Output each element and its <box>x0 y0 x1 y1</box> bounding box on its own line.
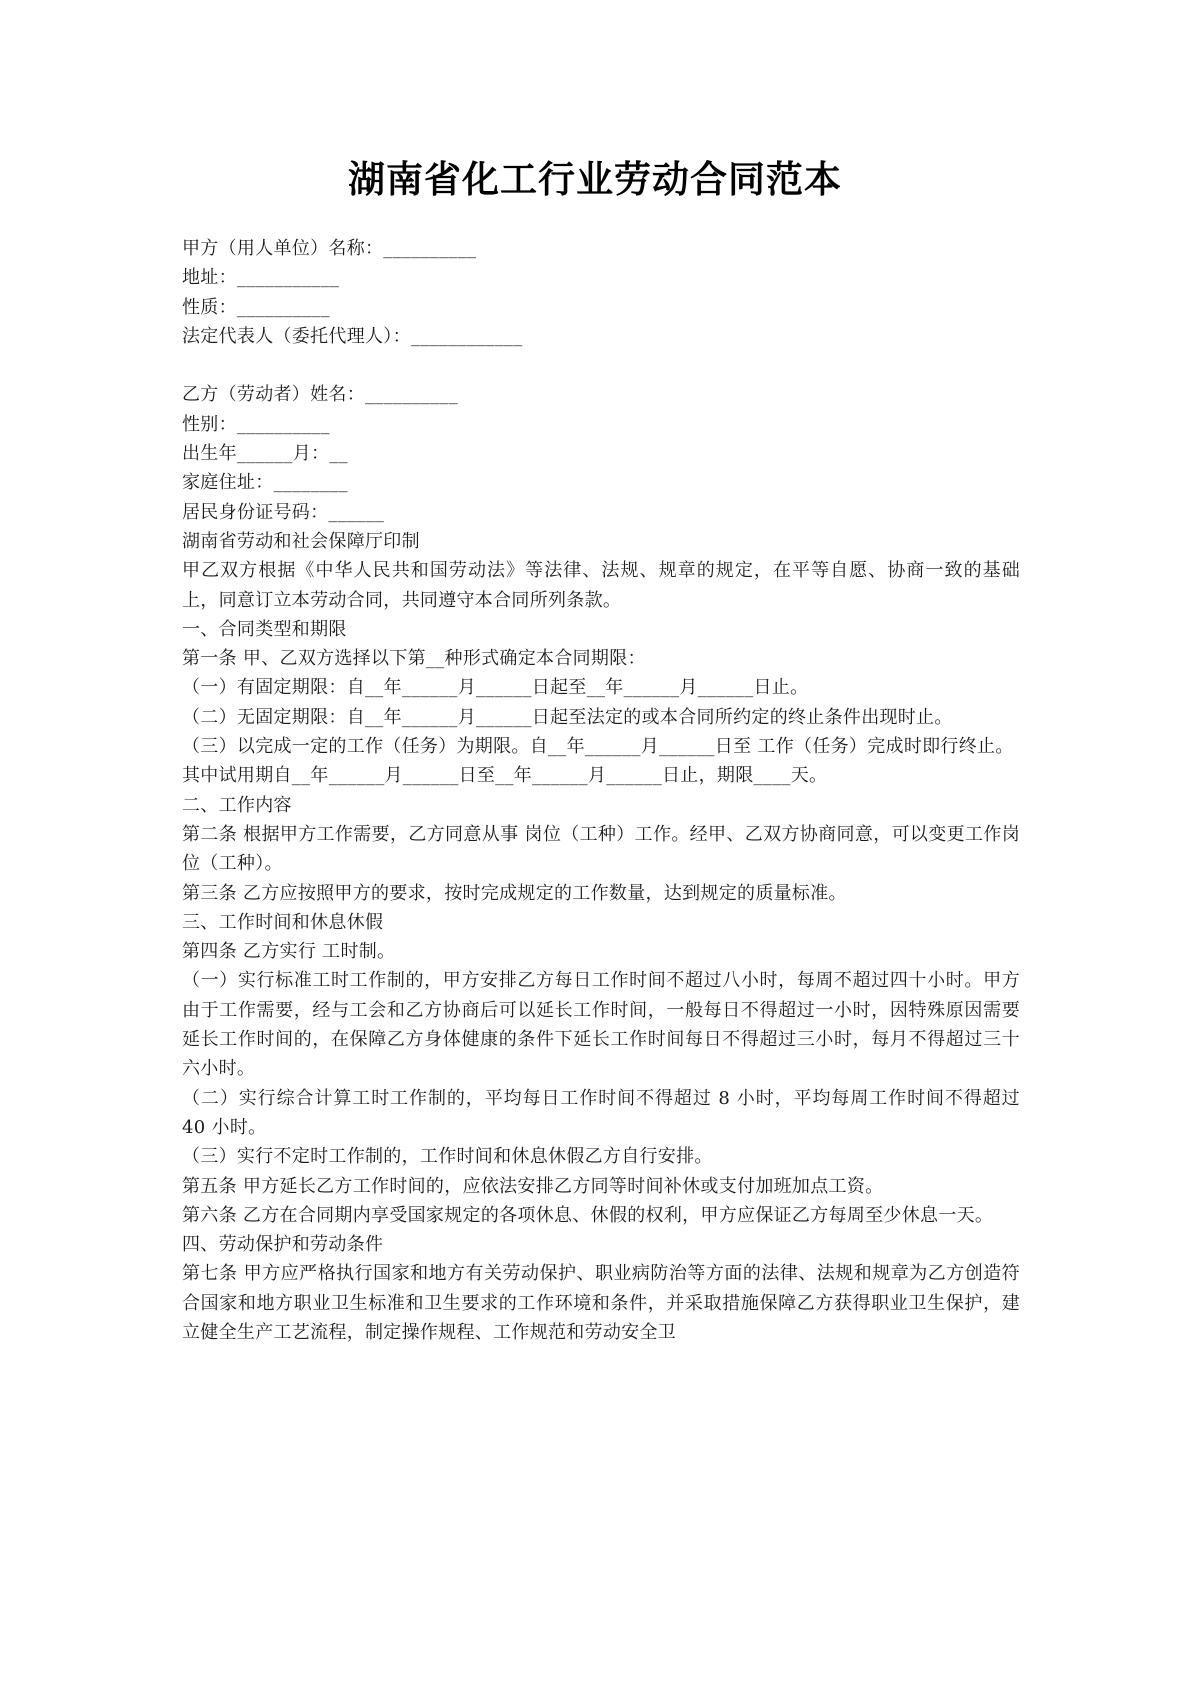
document-title: 湖南省化工行业劳动合同范本 <box>348 158 842 201</box>
clause: 第六条 乙方在合同期内享受国家规定的各项休息、休假的权利，甲方应保证乙方每周至少休息一天。 <box>182 1204 994 1226</box>
clause: 第一条 甲、乙双方选择以下第__种形式确定本合同期限： <box>182 648 646 670</box>
clause: 第三条 乙方应按照甲方的要求，按时完成规定的工作数量，达到规定的质量标准。 <box>182 882 847 904</box>
party-b-name-line: 乙方（劳动者）姓名：__________ <box>182 384 458 406</box>
clause: 其中试用期自__年______月______日至__年______月______日止，期限____天。 <box>182 765 828 787</box>
clause: （二）实行综合计算工时工作制的，平均每日工作时间不得超过 8 小时，平均每周工作时间不得超过 40 小时。 <box>182 1087 1020 1138</box>
party-b-gender-line: 性别：__________ <box>182 413 330 435</box>
section-heading: 二、工作内容 <box>182 794 292 816</box>
section-heading: 四、劳动保护和劳动条件 <box>182 1234 384 1256</box>
issuer-line: 湖南省劳动和社会保障厅印制 <box>182 530 420 552</box>
section-heading: 三、工作时间和休息休假 <box>182 911 384 933</box>
party-b-home-address-line: 家庭住址：________ <box>182 472 348 494</box>
clause: （三）实行不定时工作制的，工作时间和休息休假乙方自行安排。 <box>182 1146 713 1168</box>
party-a-name-line: 甲方（用人单位）名称：__________ <box>182 238 477 259</box>
clause: （一）有固定期限：自__年______月______日起至__年______月______日止。 <box>182 677 809 699</box>
clause: 第二条 根据甲方工作需要，乙方同意从事 岗位（工种）工作。经甲、乙双方协商同意，可以变更工作岗位（工种）。 <box>182 823 1020 875</box>
section-heading: 一、合同类型和期限 <box>182 618 347 640</box>
clause: （二）无固定期限：自__年______月______日起至法定的或本合同所约定的终止条件出现时止。 <box>182 706 953 728</box>
party-b-birth-line: 出生年______月：__ <box>182 443 348 465</box>
clause: （一）实行标准工时工作制的，甲方安排乙方每日工作时间不超过八小时，每周不超过四十小时。甲方由于工作需要，经与工会和乙方协商后可以延长工作时间，一般每日不得超过一小时，因特殊原因需要延长工作时间的，在保障乙方身体健康的条件下延长工作时间每日不得超过三小时，每月不得超过三十六小时。 <box>182 970 1020 1080</box>
party-a-address-line: 地址：___________ <box>182 267 340 289</box>
preamble: 甲乙双方根据《中华人民共和国劳动法》等法律、法规、规章的规定，在平等自愿、协商一致的基础上，同意订立本劳动合同，共同遵守本合同所列条款。 <box>182 560 1020 611</box>
party-a-nature-line: 性质：__________ <box>182 296 330 318</box>
clause: 第五条 甲方延长乙方工作时间的，应依法安排乙方同等时间补休或支付加班加点工资。 <box>182 1175 884 1197</box>
blank-line <box>182 351 1020 380</box>
document-body <box>182 234 1020 1347</box>
party-a-representative-line: 法定代表人（委托代理人）：____________ <box>182 325 523 347</box>
party-b-id-line: 居民身份证号码：______ <box>182 501 385 523</box>
clause: 第四条 乙方实行 工时制。 <box>182 941 396 963</box>
clause: 第七条 甲方应严格执行国家和地方有关劳动保护、职业病防治等方面的法律、法规和规章为乙方创造符合国家和地方职业卫生标准和卫生要求的工作环境和条件，并采取措施保障乙方获得职业卫生保护，建立健全生产工艺流程，制定操作规程、工作规范和劳动安全卫 <box>182 1263 1020 1343</box>
clause: （三）以完成一定的工作（任务）为期限。自__年______月______日至 工作（任务）完成时即行终止。 <box>182 736 1014 758</box>
